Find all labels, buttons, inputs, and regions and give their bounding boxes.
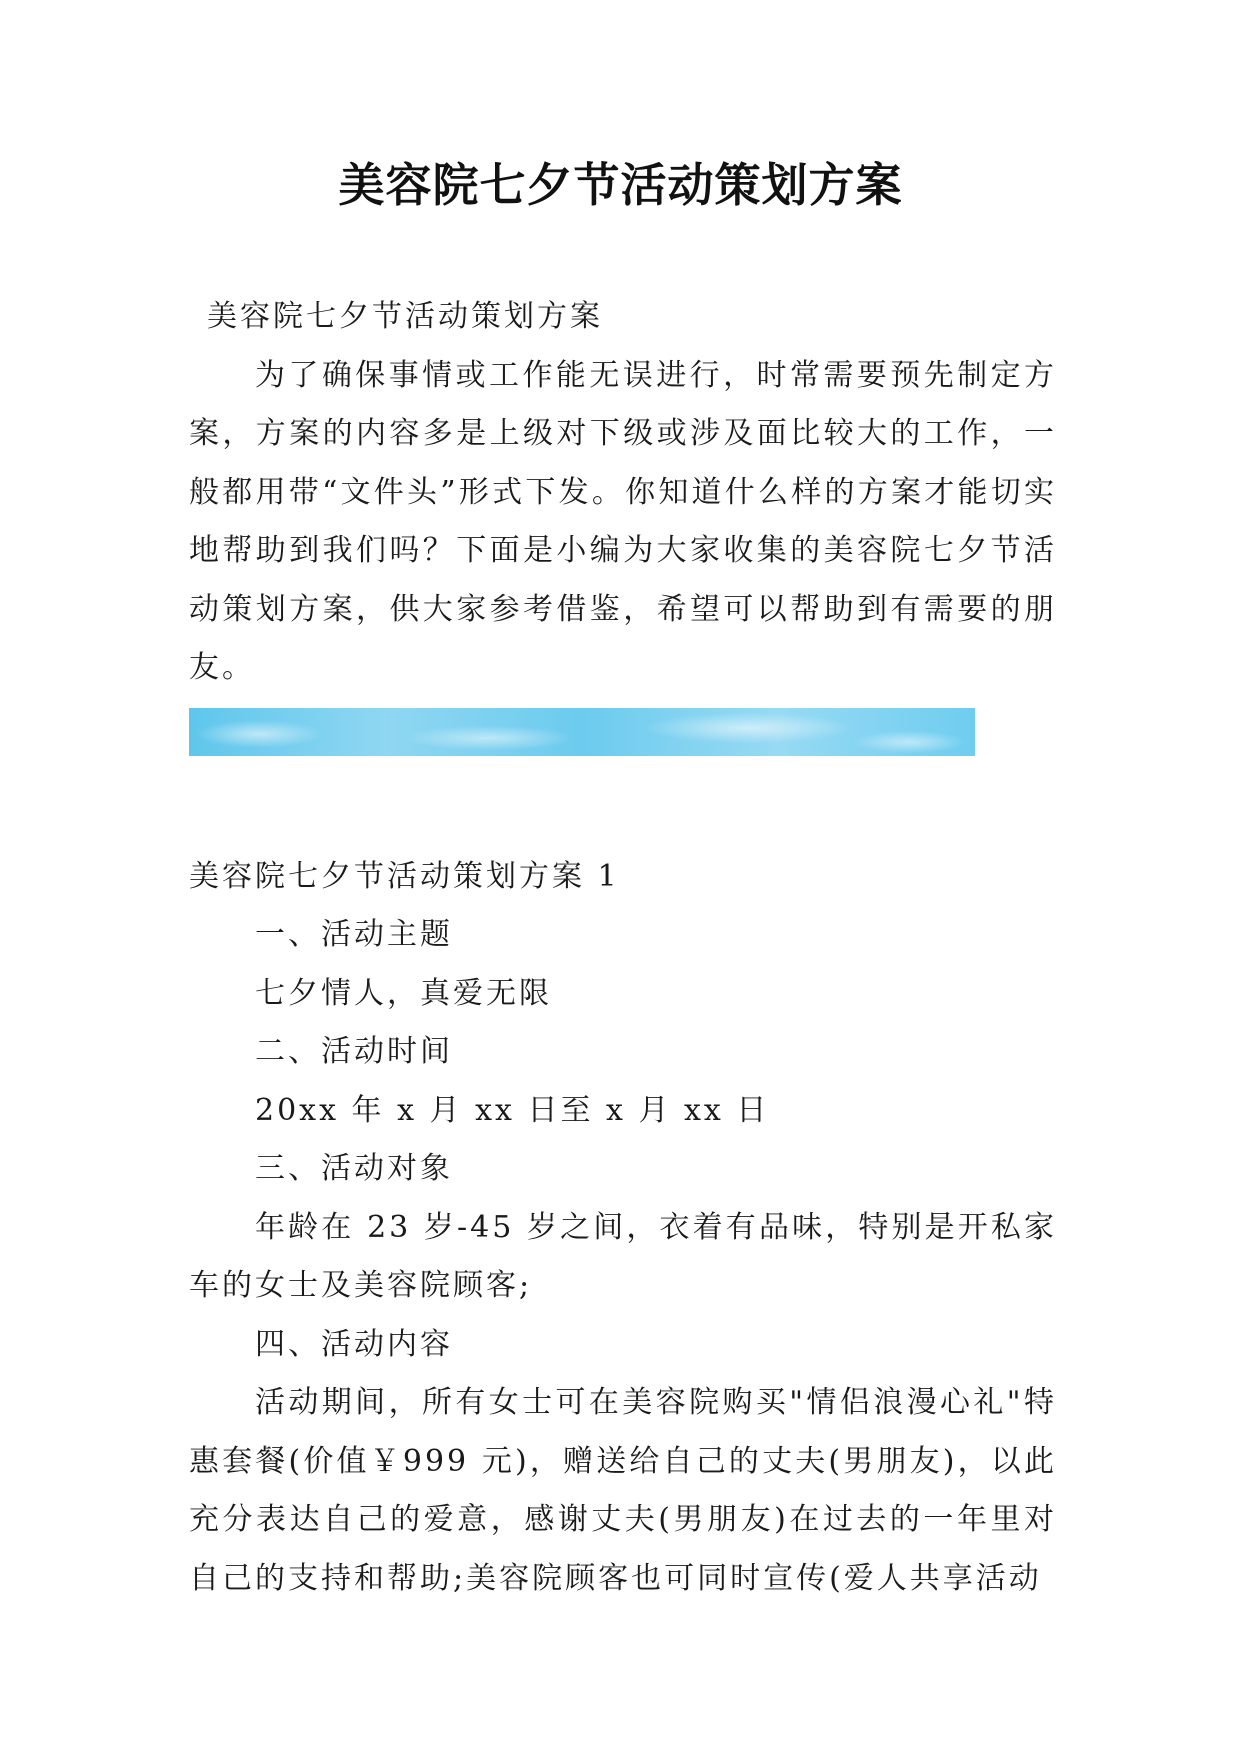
heading-audience: 三、活动对象 <box>255 1151 453 1186</box>
audience-text: 年龄在 23 岁-45 岁之间，衣着有品味，特别是开私家车的女士及美容院顾客; <box>189 1209 1057 1303</box>
document-subtitle: 美容院七夕节活动策划方案 <box>207 299 603 334</box>
document-body <box>189 288 1057 1608</box>
heading-theme: 一、活动主题 <box>255 917 453 952</box>
content-text: 活动期间，所有女士可在美容院购买"情侣浪漫心礼"特惠套餐(价值￥999 元)，赠送给自己的丈夫(男朋友)，以此充分表达自己的爱意，感谢丈夫(男朋友)在过去的一年里对自己的支持和帮助;美容院顾客也可同时宣传(爱人共享活动 <box>189 1385 1057 1596</box>
document-title: 美容院七夕节活动策划方案 <box>338 158 903 212</box>
time-text: 20xx 年 x 月 xx 日至 x 月 xx 日 <box>255 1092 770 1128</box>
decorative-banner-image <box>189 708 975 756</box>
heading-time: 二、活动时间 <box>255 1034 453 1069</box>
heading-content: 四、活动内容 <box>255 1326 453 1362</box>
section-title: 美容院七夕节活动策划方案 1 <box>189 858 620 894</box>
theme-text: 七夕情人，真爱无限 <box>255 975 552 1011</box>
intro-paragraph: 为了确保事情或工作能无误进行，时常需要预先制定方案，方案的内容多是上级对下级或涉及面比较大的工作，一般都用带“文件头”形式下发。你知道什么样的方案才能切实地帮助到我们吗？下面是小编为大家收集的美容院七夕节活动策划方案，供大家参考借鉴，希望可以帮助到有需要的朋友。 <box>189 357 1057 685</box>
